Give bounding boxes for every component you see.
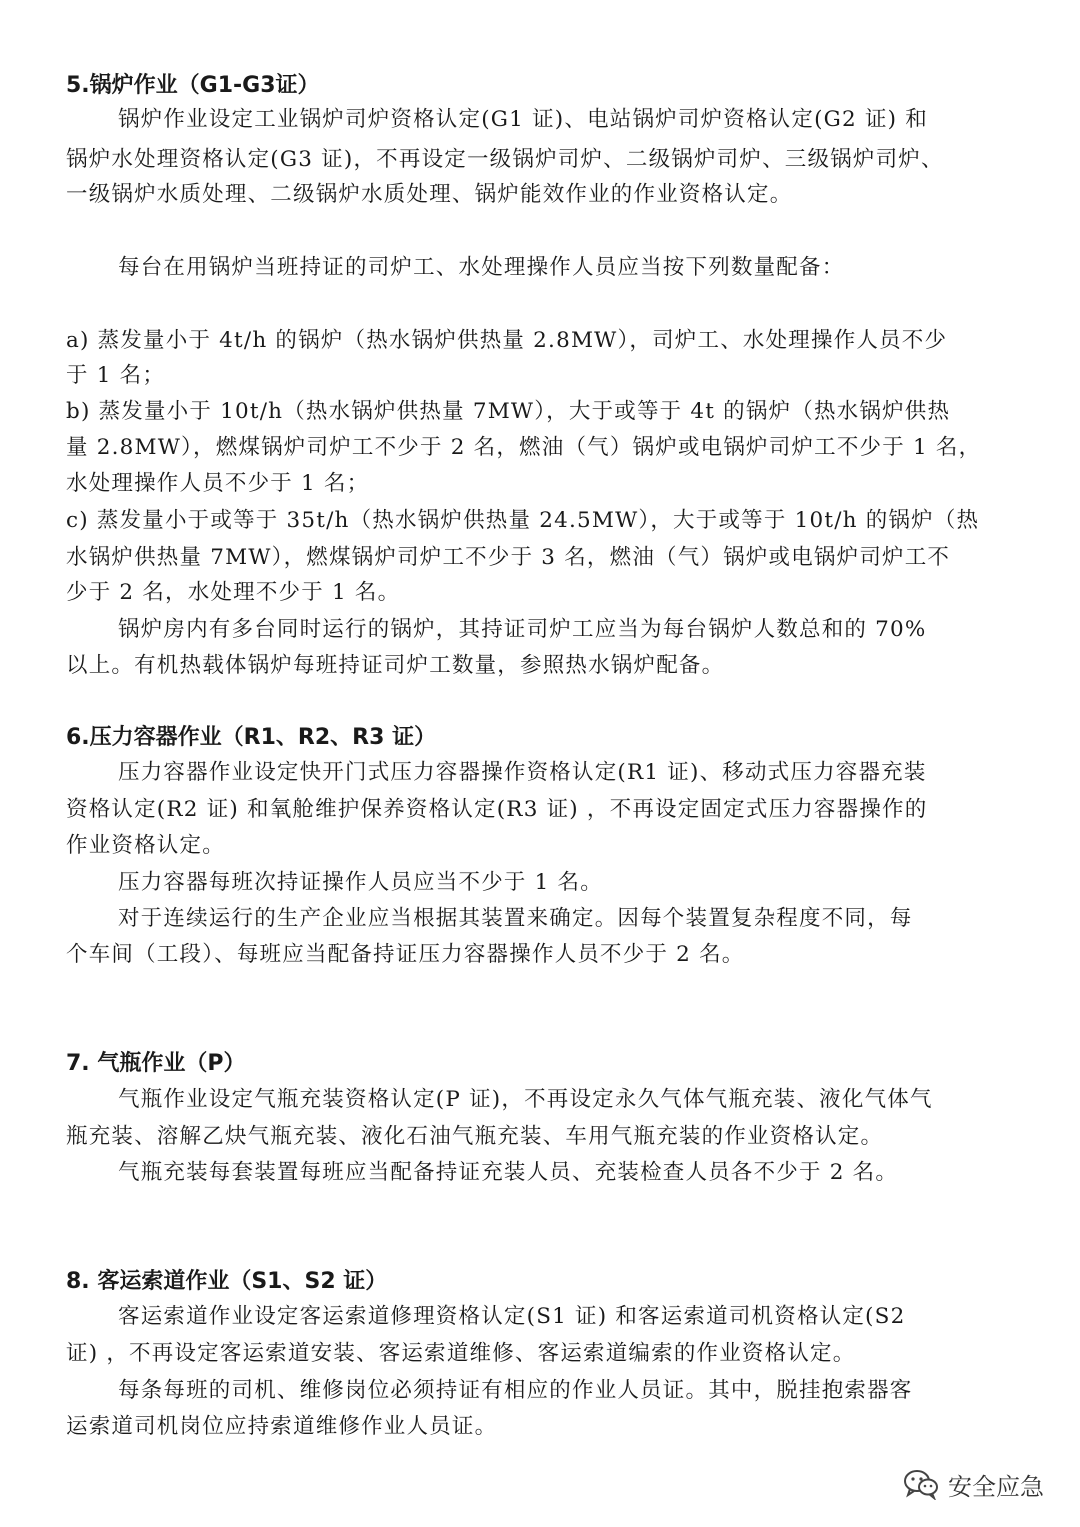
section-5-line: 锅炉作业设定工业锅炉司炉资格认定(G1 证)、电站锅炉司炉资格认定(G2 证) 和 (118, 107, 928, 132)
section-6-line: 对于连续运行的生产企业应当根据其装置来确定。因每个装置复杂程度不同，每 (118, 906, 913, 931)
section-7-line: 瓶充装、溶解乙炔气瓶充装、液化石油气瓶充装、车用气瓶充装的作业资格认定。 (66, 1124, 884, 1149)
watermark-text: 安全应急 (948, 1472, 1044, 1501)
section-6-line: 个车间（工段）、每班应当配备持证压力容器操作人员不少于 2 名。 (66, 942, 745, 967)
section-6-line: 压力容器作业设定快开门式压力容器操作资格认定(R1 证)、移动式压力容器充装 (118, 760, 927, 785)
wechat-icon (902, 1468, 940, 1500)
section-8-title: 8. 客运索道作业（S1、S2 证） (66, 1269, 388, 1294)
section-5-line: b) 蒸发量小于 10t/h（热水锅炉供热量 7MW），大于或等于 4t 的锅炉（热水锅炉供热 (66, 399, 951, 424)
section-5-line: 锅炉房内有多台同时运行的锅炉，其持证司炉工应当为每台锅炉人数总和的 70% (118, 617, 927, 642)
section-5-line: 量 2.8MW），燃煤锅炉司炉工不少于 2 名，燃油（气）锅炉或电锅炉司炉工不少于 1 名， (66, 435, 982, 460)
section-5-line: 每台在用锅炉当班持证的司炉工、水处理操作人员应当按下列数量配备： (118, 255, 845, 280)
section-6-line: 作业资格认定。 (66, 833, 225, 858)
section-5-line: 一级锅炉水质处理、二级锅炉水质处理、锅炉能效作业的作业资格认定。 (66, 182, 793, 207)
section-5-line: 水锅炉供热量 7MW），燃煤锅炉司炉工不少于 3 名，燃油（气）锅炉或电锅炉司炉工不 (66, 545, 951, 570)
section-5-line: 少于 2 名，水处理不少于 1 名。 (66, 580, 401, 605)
section-5-line: 锅炉水处理资格认定(G3 证)，不再设定一级锅炉司炉、二级锅炉司炉、三级锅炉司炉、 (66, 147, 944, 172)
section-5-line: 水处理操作人员不少于 1 名； (66, 471, 370, 496)
section-5-line: 于 1 名； (66, 363, 166, 388)
section-8-line: 运索道司机岗位应持索道维修作业人员证。 (66, 1414, 498, 1439)
section-5-line: a) 蒸发量小于 4t/h 的锅炉（热水锅炉供热量 2.8MW），司炉工、水处理操作人员不少 (66, 328, 948, 353)
section-5-line: c) 蒸发量小于或等于 35t/h（热水锅炉供热量 24.5MW），大于或等于 10t/h 的锅炉（热 (66, 508, 980, 533)
section-5-line: 以上。有机热载体锅炉每班持证司炉工数量，参照热水锅炉配备。 (66, 653, 725, 678)
section-6-line: 压力容器每班次持证操作人员应当不少于 1 名。 (118, 870, 603, 895)
section-5-title: 5.锅炉作业（G1-G3证） (66, 73, 320, 98)
section-7-line: 气瓶充装每套装置每班应当配备持证充装人员、充装检查人员各不少于 2 名。 (118, 1160, 899, 1185)
section-8-line: 客运索道作业设定客运索道修理资格认定(S1 证) 和客运索道司机资格认定(S2 (118, 1304, 906, 1329)
watermark (902, 1466, 1044, 1502)
section-7-line: 气瓶作业设定气瓶充装资格认定(P 证)，不再设定永久气体气瓶充装、液化气体气 (118, 1087, 933, 1112)
section-6-title: 6.压力容器作业（R1、R2、R3 证） (66, 725, 437, 750)
section-8-line: 证) ，不再设定客运索道安装、客运索道维修、客运索道编索的作业资格认定。 (66, 1341, 856, 1366)
section-7-title: 7. 气瓶作业（P） (66, 1051, 246, 1076)
section-8-line: 每条每班的司机、维修岗位必须持证有相应的作业人员证。其中，脱挂抱索器客 (118, 1378, 913, 1403)
section-6-line: 资格认定(R2 证) 和氧舱维护保养资格认定(R3 证) ，不再设定固定式压力容器操作的 (66, 797, 928, 822)
